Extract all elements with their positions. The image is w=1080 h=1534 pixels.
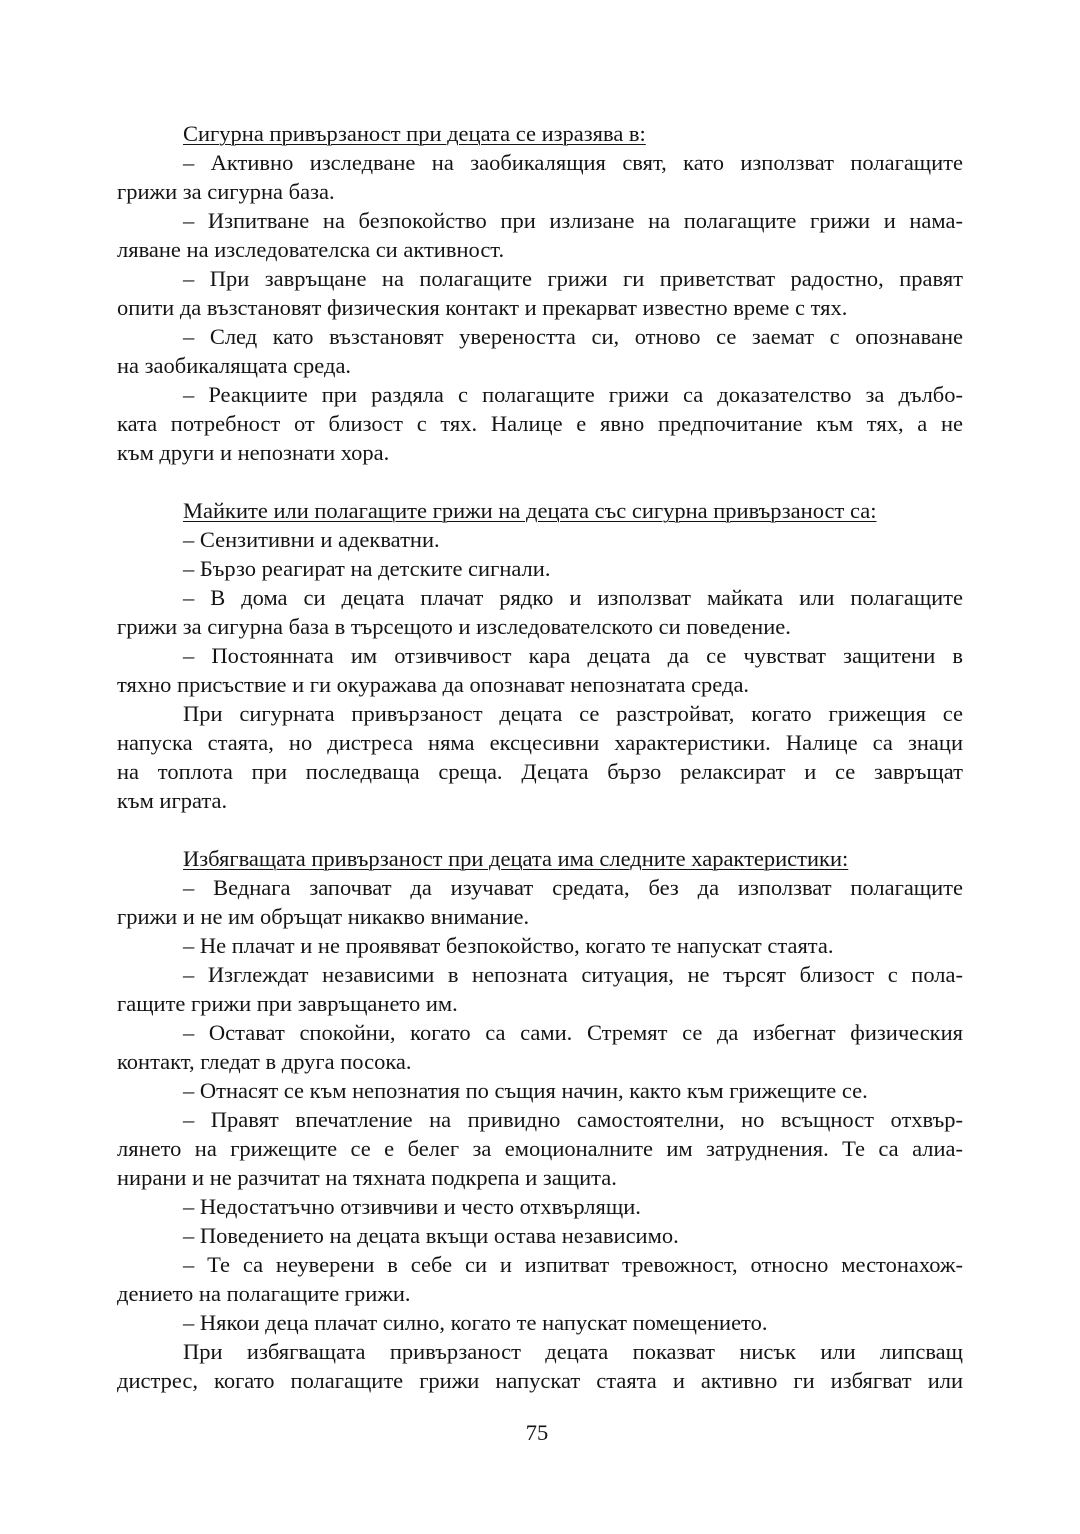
text-line: грижи за сигурна база в търсещото и изследователското си поведение. bbox=[117, 614, 791, 639]
text-line: – Изпитване на безпокойство при излизане на полагащите грижи и нама- bbox=[183, 208, 963, 233]
page-number: 75 bbox=[525, 1420, 549, 1445]
paragraph bbox=[117, 206, 963, 264]
text-line: – Отнасят се към непознатия по същия начин, както към грижещите се. bbox=[183, 1078, 868, 1103]
text-line: – Изглеждат независими в непозната ситуация, не търсят близост с пола- bbox=[183, 962, 963, 987]
paragraph bbox=[117, 1221, 963, 1250]
paragraph bbox=[117, 1076, 963, 1105]
section-heading bbox=[117, 496, 963, 525]
text-line: контакт, гледат в друга посока. bbox=[117, 1049, 412, 1074]
paragraph bbox=[117, 641, 963, 699]
text-line: – Някои деца плачат силно, когато те напускат помещението. bbox=[183, 1310, 768, 1335]
text-line: напуска стаята, но дистреса няма ексцесивни характеристики. Налице са знаци bbox=[117, 730, 963, 755]
text-line: – Не плачат и не проявяват безпокойство, когато те напускат стаята. bbox=[183, 933, 834, 958]
text-line: дението на полагащите грижи. bbox=[117, 1281, 411, 1306]
paragraph bbox=[117, 554, 963, 583]
text-line: ляване на изследователска си активност. bbox=[117, 237, 505, 262]
text-line: тяхно присъствие и ги окуражава да опознават непознатата среда. bbox=[117, 672, 750, 697]
page-body bbox=[117, 119, 963, 1395]
paragraph bbox=[117, 380, 963, 467]
text-line: към други и непознати хора. bbox=[117, 440, 390, 465]
text-line: нирани и не разчитат на тяхната подкрепа и защита. bbox=[117, 1165, 617, 1190]
text-line: – Сензитивни и адекватни. bbox=[183, 527, 440, 552]
section-gap bbox=[117, 815, 963, 844]
text-line: – Поведението на децата вкъщи остава независимо. bbox=[183, 1223, 679, 1248]
text-line: – Те са неуверени в себе си и изпитват тревожност, относно местонахож- bbox=[183, 1252, 963, 1277]
paragraph bbox=[117, 148, 963, 206]
text-line: При избягващата привързаност децата показват нисък или липсващ bbox=[183, 1339, 963, 1364]
text-line: дистрес, когато полагащите грижи напускат стаята и активно ги избягват или bbox=[117, 1368, 963, 1393]
section-secure-attachment bbox=[117, 119, 963, 467]
paragraph bbox=[117, 931, 963, 960]
text-line: опити да възстановят физическия контакт и прекарват известно време с тях. bbox=[117, 295, 848, 320]
paragraph bbox=[117, 1105, 963, 1192]
paragraph bbox=[117, 960, 963, 1018]
section-gap bbox=[117, 467, 963, 496]
paragraph bbox=[117, 322, 963, 380]
paragraph bbox=[117, 1308, 963, 1337]
section-avoidant-attachment bbox=[117, 844, 963, 1395]
section-heading-text: Сигурна привързаност при децата се изразява в: bbox=[183, 121, 646, 146]
text-line: – При завръщане на полагащите грижи ги приветстват радостно, правят bbox=[183, 266, 963, 291]
paragraph bbox=[117, 264, 963, 322]
section-heading bbox=[117, 119, 963, 148]
text-line: – В дома си децата плачат рядко и използват майката или полагащите bbox=[183, 585, 963, 610]
text-line: При сигурната привързаност децата се разстройват, когато грижещия се bbox=[183, 701, 963, 726]
section-heading bbox=[117, 844, 963, 873]
text-line: лянето на грижещите се е белег за емоционалните им затруднения. Те са алиа- bbox=[117, 1136, 963, 1161]
text-line: гащите грижи при завръщането им. bbox=[117, 991, 458, 1016]
paragraph bbox=[117, 525, 963, 554]
section-caregivers bbox=[117, 496, 963, 815]
text-line: – Постоянната им отзивчивост кара децата да се чувстват защитени в bbox=[183, 643, 963, 668]
text-line: – Остават спокойни, когато са сами. Стремят се да избегнат физическия bbox=[183, 1020, 963, 1045]
text-line: на топлота при последваща среща. Децата бързо релаксират и се завръщат bbox=[117, 759, 963, 784]
text-line: – Правят впечатление на привидно самостоятелни, но всъщност отхвър- bbox=[183, 1107, 963, 1132]
paragraph bbox=[117, 1192, 963, 1221]
text-line: – Реакциите при раздяла с полагащите грижи са доказателство за дълбо- bbox=[183, 382, 963, 407]
text-line: на заобикалящата среда. bbox=[117, 353, 352, 378]
text-line: грижи и не им обръщат никакво внимание. bbox=[117, 904, 530, 929]
section-heading-text: Избягващата привързаност при децата има следните характеристики: bbox=[183, 846, 849, 871]
text-line: към играта. bbox=[117, 788, 228, 813]
text-line: – Недостатъчно отзивчиви и често отхвърлящи. bbox=[183, 1194, 641, 1219]
paragraph bbox=[117, 873, 963, 931]
text-line: – Бързо реагират на детските сигнали. bbox=[183, 556, 551, 581]
paragraph bbox=[117, 1250, 963, 1308]
section-heading-text: Майките или полагащите грижи на децата със сигурна привързаност са: bbox=[183, 498, 877, 523]
text-line: – Веднага започват да изучават средата, без да използват полагащите bbox=[183, 875, 963, 900]
text-line: грижи за сигурна база. bbox=[117, 179, 335, 204]
paragraph bbox=[117, 583, 963, 641]
paragraph bbox=[117, 1337, 963, 1395]
paragraph bbox=[117, 1018, 963, 1076]
text-line: – След като възстановят увереността си, отново се заемат с опознаване bbox=[183, 324, 963, 349]
text-line: – Активно изследване на заобикалящия свят, като използват полагащите bbox=[183, 150, 963, 175]
paragraph bbox=[117, 699, 963, 815]
text-line: ката потребност от близост с тях. Налице е явно предпочитание към тях, а не bbox=[117, 411, 963, 436]
